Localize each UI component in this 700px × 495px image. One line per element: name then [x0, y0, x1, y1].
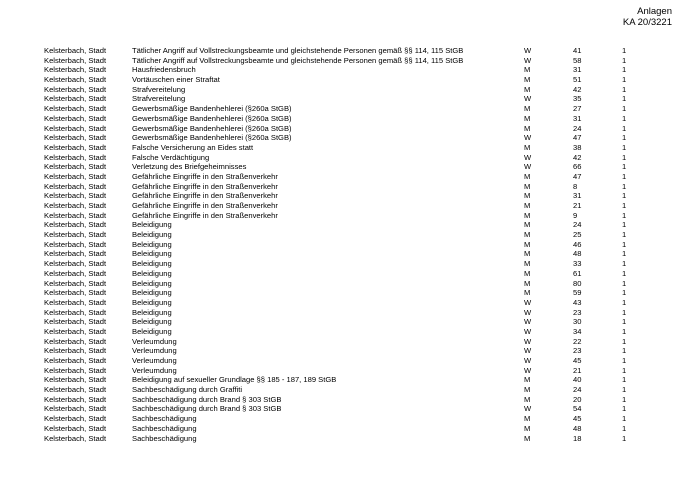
- count-cell: 1: [622, 113, 627, 123]
- table-row: [0, 143, 700, 153]
- count-cell: 1: [622, 346, 627, 356]
- count-cell: 1: [622, 259, 627, 269]
- sex-cell: M: [524, 394, 531, 404]
- offense-cell: Strafvereitelung: [132, 84, 186, 94]
- offense-cell: Gefährliche Eingriffe in den Straßenverkehr: [132, 181, 278, 191]
- count-cell: 1: [622, 375, 627, 385]
- count-cell: 1: [622, 55, 627, 65]
- age-cell: 20: [573, 394, 582, 404]
- sex-cell: M: [524, 171, 531, 181]
- sex-cell: M: [524, 142, 531, 152]
- sex-cell: W: [524, 162, 532, 172]
- age-cell: 31: [573, 65, 582, 75]
- count-cell: 1: [622, 307, 627, 317]
- city-cell: Kelsterbach, Stadt: [44, 201, 107, 210]
- count-cell: 1: [622, 133, 627, 143]
- sex-cell: M: [524, 181, 531, 191]
- count-cell: 1: [622, 152, 627, 162]
- age-cell: 66: [573, 162, 582, 172]
- count-cell: 1: [622, 230, 627, 240]
- age-cell: 45: [573, 414, 582, 424]
- count-cell: 1: [622, 288, 627, 298]
- city-cell: Kelsterbach, Stadt: [44, 404, 107, 414]
- offense-cell: Sachbeschädigung durch Graffiti: [132, 385, 243, 395]
- sex-cell: W: [524, 46, 532, 55]
- header-annex-label: Anlagen: [637, 6, 672, 17]
- age-cell: 23: [573, 307, 582, 317]
- city-cell: Kelsterbach, Stadt: [44, 356, 107, 365]
- age-cell: 40: [573, 375, 582, 385]
- offense-cell: Beleidigung auf sexueller Grundlage §§ 185 - 187, 189 StGB: [132, 375, 337, 385]
- table-row: [0, 211, 700, 221]
- age-cell: 48: [573, 249, 582, 259]
- city-cell: Kelsterbach, Stadt: [44, 423, 107, 433]
- offense-cell: Falsche Versicherung an Eides statt: [132, 142, 254, 152]
- city-cell: Kelsterbach, Stadt: [44, 162, 107, 172]
- city-cell: Kelsterbach, Stadt: [44, 152, 107, 162]
- count-cell: 1: [622, 336, 627, 346]
- table-row: [0, 375, 700, 385]
- count-cell: 1: [622, 201, 627, 210]
- count-cell: 1: [622, 171, 627, 181]
- table-row: [0, 75, 700, 85]
- offense-cell: Gewerbsmäßige Bandenhehlerei (§260a StGB): [132, 113, 292, 123]
- sex-cell: M: [524, 65, 531, 75]
- count-cell: 1: [622, 181, 627, 191]
- sex-cell: M: [524, 268, 531, 278]
- offense-cell: Beleidigung: [132, 230, 172, 240]
- count-cell: 1: [622, 404, 627, 414]
- sex-cell: W: [524, 404, 532, 414]
- count-cell: 1: [622, 191, 627, 201]
- table-row: [0, 337, 700, 347]
- count-cell: 1: [622, 326, 627, 336]
- city-cell: Kelsterbach, Stadt: [44, 65, 107, 75]
- offense-cell: Hausfriedensbruch: [132, 65, 196, 75]
- age-cell: 34: [573, 326, 582, 336]
- offense-cell: Sachbeschädigung: [132, 433, 197, 443]
- city-cell: Kelsterbach, Stadt: [44, 336, 107, 346]
- table-row: [0, 395, 700, 405]
- age-cell: 21: [573, 365, 582, 375]
- age-cell: 21: [573, 201, 582, 210]
- offense-cell: Sachbeschädigung: [132, 414, 197, 424]
- city-cell: Kelsterbach, Stadt: [44, 307, 107, 317]
- city-cell: Kelsterbach, Stadt: [44, 326, 107, 336]
- city-cell: Kelsterbach, Stadt: [44, 259, 107, 269]
- city-cell: Kelsterbach, Stadt: [44, 75, 107, 85]
- table-row: [0, 220, 700, 230]
- offense-cell: Beleidigung: [132, 307, 172, 317]
- sex-cell: W: [524, 55, 532, 65]
- offense-cell: Beleidigung: [132, 249, 172, 259]
- age-cell: 43: [573, 297, 582, 307]
- offense-cell: Beleidigung: [132, 239, 172, 249]
- sex-cell: W: [524, 346, 532, 356]
- table-row: [0, 288, 700, 298]
- table-row: [0, 85, 700, 95]
- offense-cell: Verleumdung: [132, 336, 177, 346]
- data-table: [0, 46, 700, 443]
- city-cell: Kelsterbach, Stadt: [44, 84, 107, 94]
- table-row: [0, 124, 700, 134]
- age-cell: 59: [573, 288, 582, 298]
- offense-cell: Sachbeschädigung: [132, 423, 197, 433]
- sex-cell: W: [524, 326, 532, 336]
- city-cell: Kelsterbach, Stadt: [44, 46, 107, 55]
- offense-cell: Gefährliche Eingriffe in den Straßenverkehr: [132, 210, 278, 220]
- offense-cell: Gewerbsmäßige Bandenhehlerei (§260a StGB): [132, 133, 292, 143]
- sex-cell: M: [524, 249, 531, 259]
- city-cell: Kelsterbach, Stadt: [44, 394, 107, 404]
- count-cell: 1: [622, 65, 627, 75]
- age-cell: 22: [573, 336, 582, 346]
- sex-cell: M: [524, 84, 531, 94]
- city-cell: Kelsterbach, Stadt: [44, 113, 107, 123]
- count-cell: 1: [622, 94, 627, 104]
- city-cell: Kelsterbach, Stadt: [44, 94, 107, 104]
- table-row: [0, 317, 700, 327]
- count-cell: 1: [622, 220, 627, 230]
- sex-cell: M: [524, 423, 531, 433]
- header-reference-number: KA 20/3221: [622, 17, 672, 28]
- table-row: [0, 249, 700, 259]
- sex-cell: M: [524, 414, 531, 424]
- age-cell: 30: [573, 317, 582, 327]
- city-cell: Kelsterbach, Stadt: [44, 133, 107, 143]
- sex-cell: M: [524, 239, 531, 249]
- offense-cell: Beleidigung: [132, 326, 172, 336]
- sex-cell: M: [524, 210, 531, 220]
- count-cell: 1: [622, 123, 627, 133]
- city-cell: Kelsterbach, Stadt: [44, 433, 107, 443]
- table-row: [0, 366, 700, 376]
- sex-cell: M: [524, 75, 531, 85]
- city-cell: Kelsterbach, Stadt: [44, 385, 107, 395]
- age-cell: 41: [573, 46, 582, 55]
- sex-cell: M: [524, 104, 531, 114]
- sex-cell: M: [524, 375, 531, 385]
- table-row: [0, 56, 700, 66]
- age-cell: 47: [573, 133, 582, 143]
- table-row: [0, 104, 700, 114]
- table-row: [0, 153, 700, 163]
- count-cell: 1: [622, 433, 627, 443]
- offense-cell: Verletzung des Briefgeheimnisses: [132, 162, 247, 172]
- sex-cell: M: [524, 230, 531, 240]
- count-cell: 1: [622, 104, 627, 114]
- count-cell: 1: [622, 210, 627, 220]
- offense-cell: Gefährliche Eingriffe in den Straßenverkehr: [132, 171, 278, 181]
- sex-cell: W: [524, 94, 532, 104]
- sex-cell: M: [524, 433, 531, 443]
- city-cell: Kelsterbach, Stadt: [44, 288, 107, 298]
- table-row: [0, 298, 700, 308]
- table-row: [0, 191, 700, 201]
- table-row: [0, 94, 700, 104]
- city-cell: Kelsterbach, Stadt: [44, 142, 107, 152]
- count-cell: 1: [622, 356, 627, 365]
- city-cell: Kelsterbach, Stadt: [44, 55, 107, 65]
- city-cell: Kelsterbach, Stadt: [44, 230, 107, 240]
- age-cell: 24: [573, 123, 582, 133]
- table-row: [0, 356, 700, 366]
- city-cell: Kelsterbach, Stadt: [44, 365, 107, 375]
- age-cell: 45: [573, 356, 582, 365]
- sex-cell: W: [524, 152, 532, 162]
- age-cell: 61: [573, 268, 582, 278]
- age-cell: 27: [573, 104, 582, 114]
- offense-cell: Gefährliche Eingriffe in den Straßenverkehr: [132, 201, 278, 210]
- age-cell: 58: [573, 55, 582, 65]
- offense-cell: Gewerbsmäßige Bandenhehlerei (§260a StGB): [132, 123, 292, 133]
- age-cell: 38: [573, 142, 582, 152]
- table-row: [0, 308, 700, 318]
- table-row: [0, 240, 700, 250]
- city-cell: Kelsterbach, Stadt: [44, 210, 107, 220]
- sex-cell: W: [524, 307, 532, 317]
- city-cell: Kelsterbach, Stadt: [44, 104, 107, 114]
- count-cell: 1: [622, 297, 627, 307]
- offense-cell: Verleumdung: [132, 365, 177, 375]
- city-cell: Kelsterbach, Stadt: [44, 220, 107, 230]
- count-cell: 1: [622, 268, 627, 278]
- sex-cell: W: [524, 336, 532, 346]
- table-row: [0, 162, 700, 172]
- city-cell: Kelsterbach, Stadt: [44, 171, 107, 181]
- table-row: [0, 434, 700, 444]
- city-cell: Kelsterbach, Stadt: [44, 239, 107, 249]
- count-cell: 1: [622, 385, 627, 395]
- age-cell: 47: [573, 171, 582, 181]
- count-cell: 1: [622, 249, 627, 259]
- age-cell: 35: [573, 94, 582, 104]
- age-cell: 54: [573, 404, 582, 414]
- table-row: [0, 65, 700, 75]
- table-row: [0, 114, 700, 124]
- table-row: [0, 182, 700, 192]
- city-cell: Kelsterbach, Stadt: [44, 346, 107, 356]
- sex-cell: M: [524, 123, 531, 133]
- age-cell: 42: [573, 84, 582, 94]
- offense-cell: Vortäuschen einer Straftat: [132, 75, 220, 85]
- offense-cell: Beleidigung: [132, 268, 172, 278]
- table-row: [0, 385, 700, 395]
- offense-cell: Falsche Verdächtigung: [132, 152, 210, 162]
- age-cell: 18: [573, 433, 582, 443]
- count-cell: 1: [622, 84, 627, 94]
- offense-cell: Beleidigung: [132, 317, 172, 327]
- offense-cell: Beleidigung: [132, 259, 172, 269]
- offense-cell: Sachbeschädigung durch Brand § 303 StGB: [132, 394, 282, 404]
- offense-cell: Sachbeschädigung durch Brand § 303 StGB: [132, 404, 282, 414]
- sex-cell: W: [524, 133, 532, 143]
- age-cell: 31: [573, 191, 582, 201]
- age-cell: 31: [573, 113, 582, 123]
- offense-cell: Strafvereitelung: [132, 94, 186, 104]
- offense-cell: Verleumdung: [132, 346, 177, 356]
- sex-cell: M: [524, 113, 531, 123]
- offense-cell: Beleidigung: [132, 220, 172, 230]
- table-row: [0, 346, 700, 356]
- offense-cell: Beleidigung: [132, 297, 172, 307]
- count-cell: 1: [622, 414, 627, 424]
- city-cell: Kelsterbach, Stadt: [44, 414, 107, 424]
- table-row: [0, 404, 700, 414]
- city-cell: Kelsterbach, Stadt: [44, 278, 107, 288]
- sex-cell: W: [524, 365, 532, 375]
- city-cell: Kelsterbach, Stadt: [44, 297, 107, 307]
- city-cell: Kelsterbach, Stadt: [44, 249, 107, 259]
- age-cell: 42: [573, 152, 582, 162]
- table-row: [0, 327, 700, 337]
- sex-cell: M: [524, 288, 531, 298]
- count-cell: 1: [622, 239, 627, 249]
- offense-cell: Gefährliche Eingriffe in den Straßenverkehr: [132, 191, 278, 201]
- table-row: [0, 414, 700, 424]
- table-row: [0, 172, 700, 182]
- age-cell: 25: [573, 230, 582, 240]
- age-cell: 8: [573, 181, 578, 191]
- sex-cell: M: [524, 259, 531, 269]
- table-row: [0, 259, 700, 269]
- age-cell: 24: [573, 385, 582, 395]
- count-cell: 1: [622, 75, 627, 85]
- sex-cell: M: [524, 220, 531, 230]
- sex-cell: M: [524, 278, 531, 288]
- offense-cell: Verleumdung: [132, 356, 177, 365]
- age-cell: 33: [573, 259, 582, 269]
- sex-cell: M: [524, 385, 531, 395]
- sex-cell: W: [524, 356, 532, 365]
- city-cell: Kelsterbach, Stadt: [44, 191, 107, 201]
- table-row: [0, 230, 700, 240]
- count-cell: 1: [622, 423, 627, 433]
- offense-cell: Gewerbsmäßige Bandenhehlerei (§260a StGB): [132, 104, 292, 114]
- count-cell: 1: [622, 46, 627, 55]
- table-row: [0, 46, 700, 56]
- offense-cell: Beleidigung: [132, 288, 172, 298]
- offense-cell: Tätlicher Angriff auf Vollstreckungsbeamte und gleichstehende Personen gemäß §§ 114, 115 StGB: [132, 55, 464, 65]
- count-cell: 1: [622, 365, 627, 375]
- table-row: [0, 424, 700, 434]
- offense-cell: Tätlicher Angriff auf Vollstreckungsbeamte und gleichstehende Personen gemäß §§ 114, 115 StGB: [132, 46, 464, 55]
- age-cell: 23: [573, 346, 582, 356]
- count-cell: 1: [622, 317, 627, 327]
- sex-cell: W: [524, 317, 532, 327]
- age-cell: 80: [573, 278, 582, 288]
- age-cell: 51: [573, 75, 582, 85]
- count-cell: 1: [622, 162, 627, 172]
- sex-cell: M: [524, 191, 531, 201]
- age-cell: 46: [573, 239, 582, 249]
- sex-cell: M: [524, 201, 531, 210]
- city-cell: Kelsterbach, Stadt: [44, 268, 107, 278]
- table-row: [0, 279, 700, 289]
- document-header: [623, 6, 672, 28]
- city-cell: Kelsterbach, Stadt: [44, 123, 107, 133]
- offense-cell: Beleidigung: [132, 278, 172, 288]
- city-cell: Kelsterbach, Stadt: [44, 317, 107, 327]
- table-row: [0, 133, 700, 143]
- count-cell: 1: [622, 394, 627, 404]
- age-cell: 48: [573, 423, 582, 433]
- count-cell: 1: [622, 278, 627, 288]
- city-cell: Kelsterbach, Stadt: [44, 375, 107, 385]
- table-row: [0, 269, 700, 279]
- age-cell: 24: [573, 220, 582, 230]
- age-cell: 9: [573, 210, 578, 220]
- city-cell: Kelsterbach, Stadt: [44, 181, 107, 191]
- table-row: [0, 201, 700, 211]
- count-cell: 1: [622, 142, 627, 152]
- sex-cell: W: [524, 297, 532, 307]
